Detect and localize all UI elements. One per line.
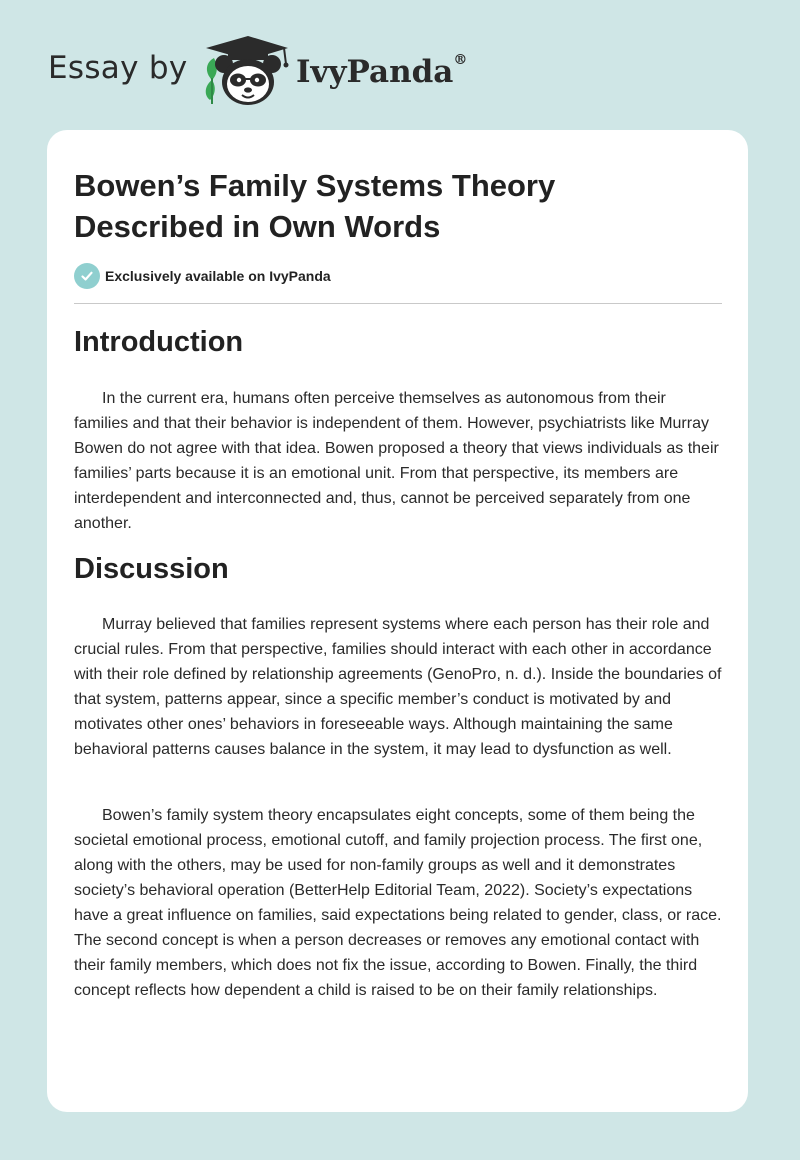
paragraph: In the current era, humans often perceive themselves as autonomous from their families and that their behavior is independent of them. However, psychiatrists like Murray Bowen do not agree with that idea. Bowen proposed a theory that views individuals as their families’ parts because it is an emotional unit. From that perspective, its members are interdependent and interconnected and, thus, cannot be perceived separately from one another. [74,390,719,532]
divider [74,303,722,304]
title-line-2: Described in Own Words [74,209,441,244]
exclusive-badge [74,263,331,289]
section-heading-introduction: Introduction [74,326,244,358]
checkmark-circle-icon [74,263,100,289]
site-header [0,0,800,130]
title-line-1: Bowen’s Family Systems Theory [74,168,556,203]
essay-by-label: Essay by [48,50,188,86]
brand-text: IvyPanda [296,54,454,90]
essay-card [47,130,748,1112]
brand-name[interactable] [296,54,467,90]
registered-mark: ® [453,52,468,68]
panda-logo-icon[interactable] [198,34,294,110]
section-heading-discussion: Discussion [74,553,229,585]
page-title [74,165,714,247]
paragraph: Bowen’s family system theory encapsulates eight concepts, some of them being the societal emotional process, emotional cutoff, and family projection process. The first one, along with the others, may be used for non-family groups as well and it demonstrates society’s behavioral operation (BetterHelp Editorial Team, 2022). Society’s expectations have a great influence on families, said expectations being related to gender, class, or race. The second concept is when a person decreases or removes any emotional contact with their family members, which does not fix the issue, according to Bowen. Finally, the third concept reflects how dependent a child is raised to be on their family relationships. [74,807,722,999]
badge-label: Exclusively available on IvyPanda [105,268,331,284]
paragraph: Murray believed that families represent systems where each person has their role and crucial rules. From that perspective, families should interact with each other in accordance with their role defined by relationship agreements (GenoPro, n. d.). Inside the boundaries of that system, patterns appear, since a specific member’s conduct is motivated by and motivates other ones’ behaviors in foreseeable ways. Although maintaining the same behavioral patterns causes balance in the system, it may lead to dysfunction as well. [74,616,722,758]
